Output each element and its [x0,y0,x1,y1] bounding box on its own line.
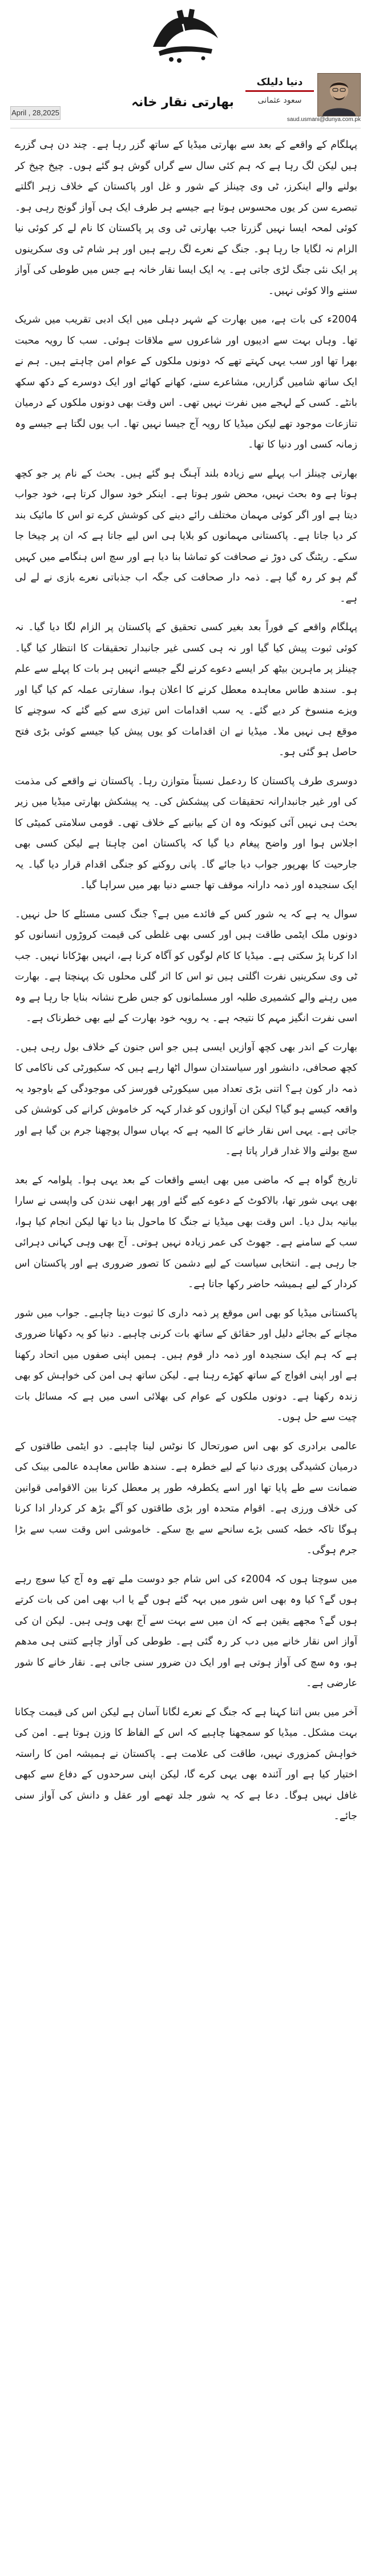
masthead [0,0,371,123]
columnist-block [244,73,361,126]
title-area [114,94,251,117]
article-paragraph: تاریخ گواہ ہے کہ ماضی میں بھی ایسے واقعات کے بعد یہی ہوا۔ پلوامہ کے بعد بھی یہی شور تھا، بالاکوٹ کے دعوے کیے گئے اور پھر ابھی نندن کی واپسی نے سارا بیانیہ بدل دیا۔ اس وقت بھی میڈیا نے جنگ کا ماحول بنا دیا تھا لیکن انجام کیا ہوا، سب کے سامنے ہے۔ جھوٹ کی عمر زیادہ نہیں ہوتی۔ آج بھی وہی کہانی دہرائی جا رہی ہے۔ انتخابی سیاست کے لیے دشمن کا تصور ضروری ہے اور پاکستان اس کردار کے لیے ہمیشہ حاضر رکھا جاتا ہے۔ [15,1174,357,1290]
series-underline [245,90,314,92]
article-paragraph: میں سوچتا ہوں کہ 2004ء کی اس شام جو دوست ملے تھے وہ آج کیا سوچ رہے ہوں گے؟ کیا وہ بھی اس شور میں بہہ گئے ہوں گے یا اب بھی امن کی بات کرتے ہوں گے؟ مجھے یقین ہے کہ ان میں سے بہت سے آج بھی وہی ہیں۔ لیکن ان کی آواز اس نقار خانے میں دب کر رہ گئی ہے۔ طوطی کی آواز چاہے کتنی ہی مدھم ہو، وہ سچ کی آواز ہوتی ہے اور ایک دن ضرور سنی جاتی ہے۔ نقار خانے کا شور عارضی ہے۔ [15,1573,357,1689]
article-paragraph: عالمی برادری کو بھی اس صورتحال کا نوٹس لینا چاہیے۔ دو ایٹمی طاقتوں کے درمیان کشیدگی پوری دنیا کے لیے خطرہ ہے۔ سندھ طاس معاہدہ عالمی بینک کی ضمانت سے طے پایا تھا اور اسے یکطرفہ طور پر معطل کرنا بین الاقوامی قوانین کی خلاف ورزی ہے۔ اقوام متحدہ اور بڑی طاقتوں کو آگے بڑھ کر کردار ادا کرنا ہوگا تاکہ خطہ کسی بڑے سانحے سے بچ سکے۔ خاموشی اس وقت سب سے بڑا جرم ہوگی۔ [15,1440,357,1556]
article-title: بھارتی نقار خانہ [131,95,234,110]
article-paragraph: پہلگام کے واقعے کے بعد سے بھارتی میڈیا کے ساتھ گزر رہا ہے۔ چند دن ہی گزرے ہیں لیکن لگ رہا ہے کہ ہم کئی سال سے گراں گوش ہو گئے ہوں۔ چیخ چیخ کر بولنے والے اینکرز، ٹی وی چینلز کے شور و غل اور پاکستان کے خلاف زہر اگلتے تبصرے سن کر یوں محسوس ہوتا ہے جیسے ہر طرف ایک ہی آواز گونج رہی ہو۔ کوئی لمحہ ایسا نہیں گزرتا جب بھارتی ٹی وی پر پاکستان کا نام لے کر کوئی نیا الزام نہ لگایا جا رہا ہو۔ جنگ کے نعرے لگ رہے ہیں اور ہر شام ٹی وی سکرینوں پر ایک نئی جنگ لڑی جاتی ہے۔ یہ ایک ایسا نقار خانہ ہے جس میں طوطی کی آواز سننے والا کوئی نہیں۔ [15,139,357,297]
article-paragraph: پہلگام واقعے کے فوراً بعد بغیر کسی تحقیق کے پاکستان پر الزام لگا دیا گیا۔ نہ کوئی ثبوت پیش کیا گیا اور نہ ہی کسی غیر جانبدار تحقیقات کا انتظار کیا گیا۔ چینلز پر ماہرین بیٹھ کر ایسے دعوے کرنے لگے جیسے انہیں ہر بات کا پہلے سے علم ہو۔ سندھ طاس معاہدہ معطل کرنے کا اعلان ہوا، سفارتی عملہ کم کیا گیا اور ویزے منسوخ کر دیے گئے۔ یہ سب اقدامات اس تیزی سے کیے گئے کہ سوچنے کا موقع ہی نہیں ملا۔ میڈیا نے ان اقدامات کو یوں پیش کیا جیسے کوئی بڑی فتح حاصل ہو گئی ہو۔ [15,622,357,758]
columnist-photo [317,73,361,116]
article-body [15,135,357,2565]
publish-date: April , 28,2025 [11,108,59,117]
logo-brush-icon [148,7,223,64]
column-series-name: دنیا دلیلک [256,76,303,88]
article-paragraph: بھارتی چینلز اب پہلے سے زیادہ بلند آہنگ ہو گئے ہیں۔ بحث کے نام پر جو کچھ ہوتا ہے وہ بحث نہیں، محض شور ہوتا ہے۔ اینکر خود سوال کرتا ہے، خود جواب دیتا ہے اور اگر کوئی مہمان مختلف رائے دینے کی کوشش کرے تو اس کا مائیک بند کر دیا جاتا ہے۔ پاکستانی مہمانوں کو بلایا ہی اس لیے جاتا ہے کہ ان پر چیخا جا سکے۔ ریٹنگ کی دوڑ نے صحافت کو تماشا بنا دیا ہے اور سچ اس ہنگامے میں کہیں گم ہو کر رہ گیا ہے۔ ذمہ دار صحافت کی جگہ اب جذباتی نعرے بازی نے لے لی ہے۔ [15,467,357,604]
article-paragraph: آخر میں بس اتنا کہنا ہے کہ جنگ کے نعرے لگانا آسان ہے لیکن اس کی قیمت چکانا بہت مشکل۔ میڈیا کو سمجھنا چاہیے کہ اس کے الفاظ کا وزن ہوتا ہے۔ امن کی خواہش کمزوری نہیں، طاقت کی علامت ہے۔ پاکستان نے ہمیشہ امن کا راستہ اختیار کیا ہے اور آئندہ بھی یہی کرے گا، لیکن اپنی سرحدوں کے دفاع سے کبھی غافل نہیں ہوگا۔ دعا ہے کہ یہ شور جلد تھمے اور عقل و دانش کی آواز سنی جائے۔ [15,1706,357,1822]
article-paragraph: سوال یہ ہے کہ یہ شور کس کے فائدے میں ہے؟ جنگ کسی مسئلے کا حل نہیں۔ دونوں ملک ایٹمی طاقت ہیں اور کسی بھی غلطی کی قیمت کروڑوں انسانوں کو ادا کرنا پڑ سکتی ہے۔ میڈیا کا کام لوگوں کو آگاہ کرنا ہے، انہیں بھڑکانا نہیں۔ جب ٹی وی سکرینیں نفرت اگلتی ہیں تو اس کا اثر گلی محلوں تک پہنچتا ہے۔ بھارت میں رہنے والے کشمیری طلبہ اور مسلمانوں کو جس طرح نشانہ بنایا جا رہا ہے وہ اسی نفرت انگیز مہم کا نتیجہ ہے۔ یہ رویہ خود بھارت کے لیے بھی خطرناک ہے۔ [15,908,357,1024]
columnist-portrait-icon [318,74,360,116]
article-paragraph: 2004ء کی بات ہے، میں بھارت کے شہر دہلی میں ایک ادبی تقریب میں شریک تھا۔ وہاں بہت سے ادیبوں اور شاعروں سے ملاقات ہوئی۔ سب کا رویہ محبت بھرا تھا اور سب یہی کہتے تھے کہ دونوں ملکوں کے عوام امن چاہتے ہیں۔ ہم نے ایک ساتھ شامیں گزاریں، مشاعرے سنے، کھانے کھائے اور ایک دوسرے کے دکھ سکھ بانٹے۔ کسی کے لہجے میں نفرت نہیں تھی۔ اس وقت بھی دونوں ملکوں کے درمیان تنازعات موجود تھے لیکن میڈیا کا رویہ آج جیسا نہیں تھا۔ اب یوں لگتا ہے جیسے وہ زمانہ کسی اور دنیا کا تھا۔ [15,314,357,450]
date-badge [10,106,61,120]
columnist-email: saud.usmani@dunya.com.pk [287,116,361,123]
columnist-name: سعود عثمانی [257,96,302,105]
newspaper-logo [148,7,223,64]
article-paragraph: دوسری طرف پاکستان کا ردعمل نسبتاً متوازن رہا۔ پاکستان نے واقعے کی مذمت کی اور غیر جانبدارانہ تحقیقات کی پیشکش کی۔ یہ پیشکش بھارتی میڈیا میں زیر بحث ہی نہیں آئی کیونکہ وہ ان کے بیانیے کے خلاف تھی۔ قومی سلامتی کمیٹی کا اجلاس ہوا اور واضح پیغام دیا گیا کہ پاکستان امن چاہتا ہے لیکن کسی بھی جارحیت کا بھرپور جواب دیا جائے گا۔ پانی روکنے کو جنگی اقدام قرار دیا گیا۔ یہ ایک سنجیدہ اور ذمہ دارانہ موقف تھا جسے دنیا بھر میں سراہا گیا۔ [15,775,357,891]
article-paragraph: پاکستانی میڈیا کو بھی اس موقع پر ذمہ داری کا ثبوت دینا چاہیے۔ جواب میں شور مچانے کے بجائے دلیل اور حقائق کے ساتھ بات کرنی چاہیے۔ دنیا کو یہ دکھانا ضروری ہے کہ ہم ایک سنجیدہ اور ذمہ دار قوم ہیں۔ ہمیں اپنی صفوں میں اتحاد رکھنا ہے اور اپنی افواج کے ساتھ کھڑے رہنا ہے۔ لیکن ساتھ ہی امن کی خواہش کو بھی زندہ رکھنا ہے۔ دونوں ملکوں کے عوام کی بھلائی اسی میں ہے کہ مسائل بات چیت سے حل ہوں۔ [15,1307,357,1423]
article-paragraph: بھارت کے اندر بھی کچھ آوازیں ایسی ہیں جو اس جنون کے خلاف بول رہی ہیں۔ کچھ صحافی، دانشور اور سیاستدان سوال اٹھا رہے ہیں کہ سکیورٹی کی ناکامی کا ذمہ دار کون ہے؟ اتنی بڑی تعداد میں سیکورٹی فورسز کی موجودگی کے باوجود یہ واقعہ کیسے ہو گیا؟ لیکن ان آوازوں کو غدار کہہ کر خاموش کرانے کی کوشش کی جاتی ہے۔ یہی اس نقار خانے کا المیہ ہے کہ یہاں سوال پوچھنا جرم بن گیا ہے اور سچ بولنے والا غدار قرار پاتا ہے۔ [15,1041,357,1157]
